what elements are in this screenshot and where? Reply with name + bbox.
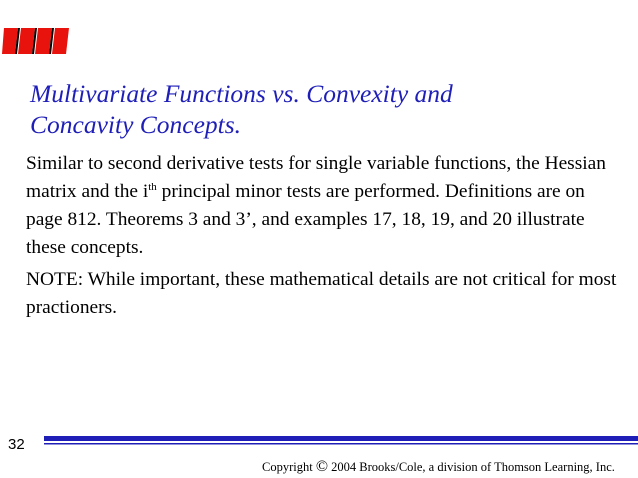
slide-body: [26, 150, 626, 326]
paragraph-1-text-a: Similar to second derivative tests for single variable functions, the Hessian matrix and the i: [26, 153, 606, 202]
slide-title-line-1: Multivariate Functions vs. Convexity and: [30, 79, 453, 108]
copyright-notice: [262, 458, 615, 476]
footer-divider: [44, 436, 638, 445]
copyright-prefix: Copyright: [262, 460, 316, 474]
body-paragraph-2: NOTE: While important, these mathematical details are not critical for most practioners.: [26, 269, 617, 318]
copyright-symbol: ©: [315, 458, 328, 475]
slide-title-line-2: Concavity Concepts.: [30, 110, 242, 139]
copyright-suffix: 2004 Brooks/Cole, a division of Thomson Learning, Inc.: [327, 460, 615, 474]
slide-number: 32: [8, 436, 25, 453]
body-paragraph-1: [26, 150, 626, 262]
slide-title: [30, 78, 590, 140]
superscript-th: th: [148, 181, 157, 193]
publisher-logo-icon: [2, 26, 70, 56]
paragraph-1-text-b: principal minor tests are performed. Definitions are on page 812. Theorems 3 and 3’, and examples 17, 18, 19, and 20 illustrate these concepts.: [26, 181, 585, 258]
